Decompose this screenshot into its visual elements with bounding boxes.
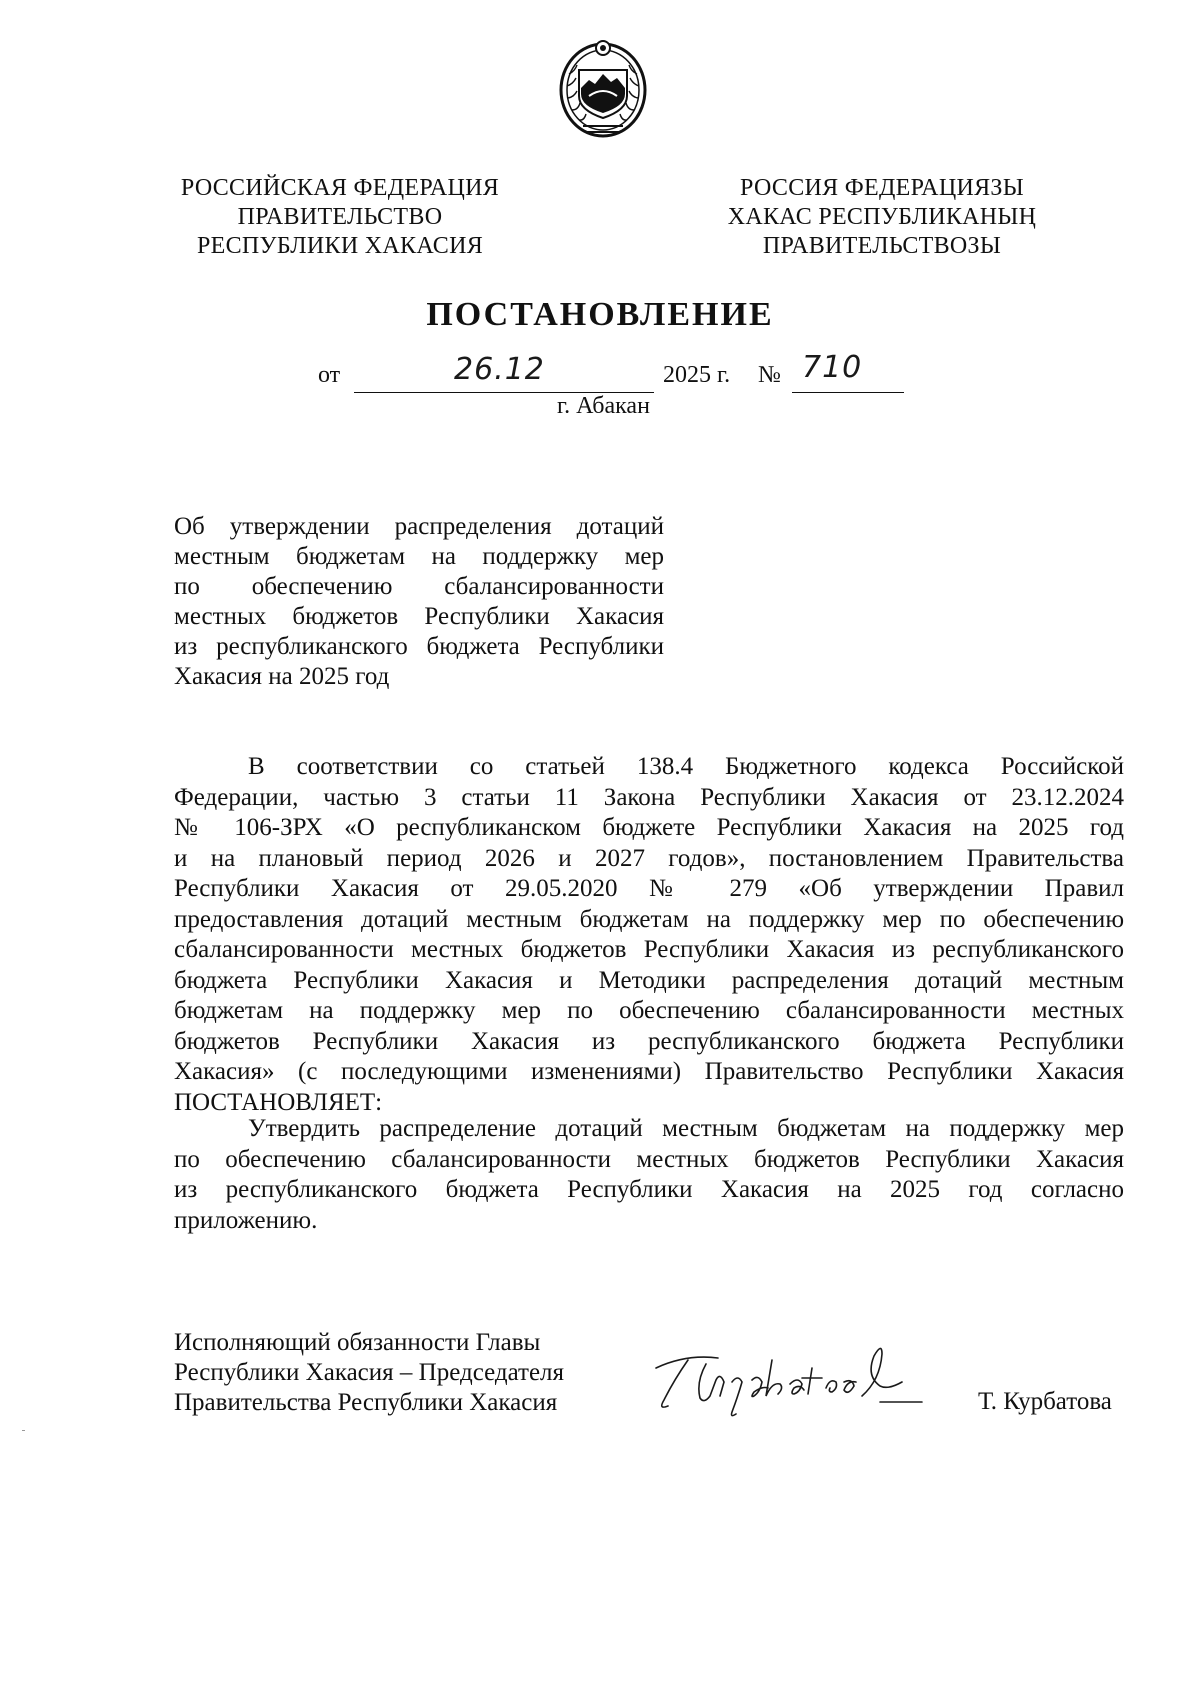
- paragraph-preamble: [174, 752, 1124, 1118]
- header-right-line: ХАКАС РЕСПУБЛИКАНЫҢ: [727, 204, 1037, 230]
- subject-line: Хакасия на 2025 год: [174, 663, 390, 690]
- number-label: №: [758, 362, 781, 388]
- header-left-line: РОССИЙСКАЯ ФЕДЕРАЦИЯ: [180, 175, 500, 201]
- handwritten-number: 710: [802, 350, 863, 385]
- header-russian: [150, 174, 530, 261]
- body-line: и на плановый период 2026 и 2027 годов», постановлением Правительства: [174, 844, 1124, 872]
- body-line: бюджетам на поддержку мер по обеспечению сбалансированности местных: [174, 997, 1124, 1024]
- body-line: приложению.: [174, 1206, 318, 1234]
- position-line: Исполняющий обязанности Главы: [174, 1329, 541, 1356]
- body-line: Республики Хакасия от 29.05.2020 № 279 «Об утверждении Правил: [174, 875, 1124, 902]
- header-left-line: ПРАВИТЕЛЬСТВО: [237, 204, 443, 230]
- date-prefix: от: [318, 362, 341, 388]
- subject-line: из республиканского бюджета Республики: [174, 633, 664, 660]
- handwritten-signature: [648, 1338, 938, 1418]
- body-line: Утвердить распределение дотаций местным бюджетам на поддержку мер: [248, 1115, 1124, 1142]
- subject-line: Об утверждении распределения дотаций: [174, 513, 664, 540]
- body-line: предоставления дотаций местным бюджетам на поддержку мер по обеспечению: [174, 905, 1124, 933]
- subject-line: местных бюджетов Республики Хакасия: [174, 603, 664, 630]
- signatory-name: Т. Курбатова: [978, 1388, 1112, 1415]
- coat-of-arms-icon: [557, 34, 649, 142]
- body-line: Хакасия» (с последующими изменениями) Правительство Республики Хакасия: [174, 1058, 1124, 1085]
- city-label: г. Абакан: [557, 393, 650, 419]
- document-subject: [174, 512, 664, 692]
- header-left-line: РЕСПУБЛИКИ ХАКАСИЯ: [196, 233, 484, 259]
- body-line: бюджетов Республики Хакасия из республиканского бюджета Республики: [174, 1027, 1124, 1055]
- body-line: по обеспечению сбалансированности местных бюджетов Республики Хакасия: [174, 1145, 1124, 1173]
- body-line: В соответствии со статьей 138.4 Бюджетного кодекса Российской: [248, 753, 1124, 780]
- scan-speck: [22, 1430, 25, 1431]
- body-line: сбалансированности местных бюджетов Республики Хакасия из республиканского: [174, 936, 1124, 963]
- body-line: бюджета Республики Хакасия и Методики распределения дотаций местным: [174, 966, 1124, 994]
- position-line: Правительства Республики Хакасия: [174, 1389, 558, 1416]
- subject-line: по обеспечению сбалансированности: [174, 573, 664, 600]
- header-right-line: РОССИЯ ФЕДЕРАЦИЯЗЫ: [740, 175, 1024, 201]
- paragraph-resolution: [174, 1114, 1124, 1236]
- header-right-line: ПРАВИТЕЛЬСТВОЗЫ: [762, 233, 1002, 259]
- subject-line: местным бюджетам на поддержку мер: [174, 543, 664, 570]
- body-line: из республиканского бюджета Республики Хакасия на 2025 год согласно: [174, 1176, 1124, 1203]
- year-label: 2025 г.: [663, 362, 731, 388]
- signatory-position: [174, 1328, 564, 1418]
- number-underline: [792, 392, 904, 393]
- handwritten-date: 26.12: [454, 352, 545, 387]
- document-type-title: ПОСТАНОВЛЕНИЕ: [426, 296, 774, 333]
- body-line: Федерации, частью 3 статьи 11 Закона Республики Хакасия от 23.12.2024: [174, 783, 1124, 811]
- body-line: ПОСТАНОВЛЯЕТ:: [174, 1088, 383, 1116]
- body-line: № 106-ЗРХ «О республиканском бюджете Республики Хакасия на 2025 год: [174, 814, 1124, 841]
- header-khakas: [692, 174, 1072, 261]
- position-line: Республики Хакасия – Председателя: [174, 1359, 565, 1386]
